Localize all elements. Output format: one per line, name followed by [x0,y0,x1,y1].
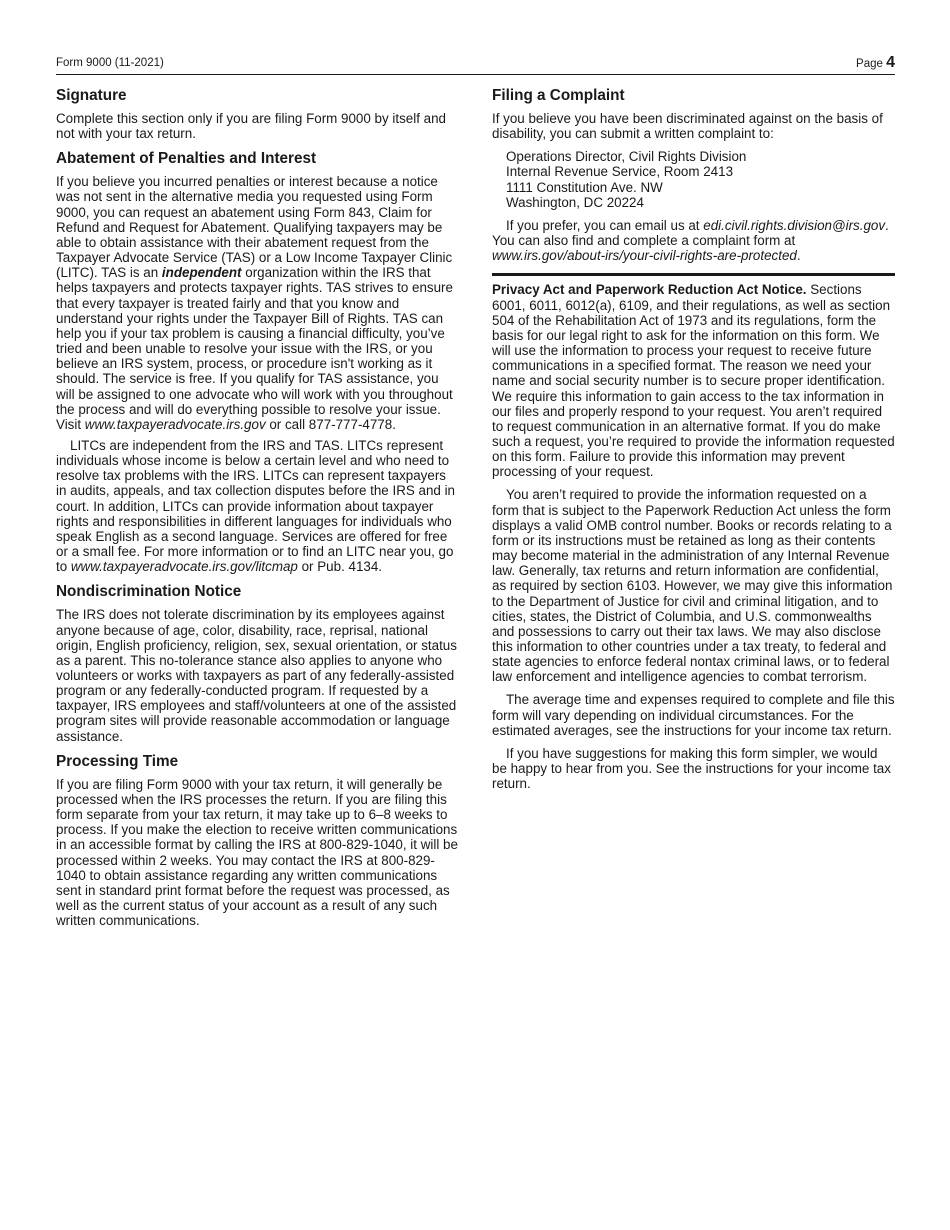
privacy-p1-text: Sections 6001, 6011, 6012(a), 6109, and their regulations, as well as section 504 of the Rehabilitation Act of 1973 and its regulations, form the basis for our legal right to ask for the information on this form. We will use the information to process your request to receive future communications in a specified format. The reason we need your name and social security number is to secure proper identification. We require this information to gain access to the tax information in our files and properly respond to your request. You aren’t required to request communication in an alternative format. If you do make such a request, you’re required to provide the information requested on this form. Failure to provide this information may prevent processing of your request. [492,282,895,480]
address-line: Internal Revenue Service, Room 2413 [506,164,734,180]
abatement-paragraph-2 [56,438,458,574]
nondiscrimination-heading: Nondiscrimination Notice [56,583,242,601]
abatement-p2-text-b: or Pub. 4134. [297,559,383,575]
nondiscrimination-section [56,583,458,743]
privacy-heading: Privacy Act and Paperwork Reduction Act Notice. [492,282,807,298]
complaint-contact-text-a: If you prefer, you can email us at [506,217,704,233]
page-number-label [856,54,895,72]
privacy-paragraph-2: You aren’t required to provide the information requested on a form that is subject to the Paperwork Reduction Act unless the form displays a valid OMB control number. Books or records relating to a form or its instructions must be retained as long as their contents may become material in the administration of any Internal Revenue law. Generally, tax returns and return information are confidential, as required by section 6103. However, we may give this information to the Department of Justice for civil and criminal litigation, and to cities, states, the District of Columbia, and U.S. commonwealths and possessions to carry out their tax laws. We may also disclose this information to other countries under a tax treaty, to federal and state agencies to enforce federal nontax criminal laws, or to federal law enforcement and intelligence agencies to combat terrorism. [492,487,893,685]
left-column [56,87,458,934]
complaint-heading: Filing a Complaint [492,87,625,104]
abatement-section [56,150,458,574]
privacy-paragraph-3: The average time and expenses required to complete and file this form will vary depending on individual circumstances. For the estimated averages, see the instructions for your income tax return. [492,692,895,738]
privacy-paragraph-1 [492,282,895,479]
independent-emphasis: independent [161,265,242,281]
complaint-address [506,149,895,210]
complaint-contact-text-b: . You can also find and complete a complaint form at [492,217,889,249]
page-number: 4 [886,54,895,71]
nondiscrimination-text: The IRS does not tolerate discrimination by its employees against anyone because of age, color, disability, race, reprisal, national origin, English proficiency, religion, sex, sexual orientation, or status as a parent. This no-tolerance stance also applies to anyone who volunteers or works with taxpayers as part of any federally-assisted program or any federally-conducted program. If requested by a taxpayer, IRS employees and staff/volunteers at one of the assisted program sites will provide reasonable accommodation or language assistance. [56,607,457,744]
complaint-contact [492,218,895,263]
signature-section [56,87,458,141]
privacy-paragraph-4: If you have suggestions for making this form simpler, we would be happy to hear from you. See the instructions for your income tax return. [492,745,891,792]
complaint-section [492,87,895,263]
address-line: Operations Director, Civil Rights Division [506,149,747,165]
address-line: Washington, DC 20224 [506,194,644,210]
abatement-paragraph-1 [56,174,458,432]
processing-section [56,753,458,929]
right-column [492,87,895,797]
signature-heading: Signature [56,87,127,104]
abatement-p2-text-a: LITCs are independent from the IRS and TAS. LITCs represent individuals whose income is below a certain level and who need to resolve tax problems with the IRS. LITCs can represent taxpayers in audits, appeals, and tax collection disputes before the IRS and in court. In addition, LITCs can provide information about taxpayer rights and responsibilities in different languages for individuals who speak English as a second language. Services are offered for free or a small fee. For more information or to find an LITC near you, go to [56,437,455,575]
page-label: Page [856,58,883,70]
address-line: 1111 Constitution Ave. NW [506,179,663,195]
abatement-p1-text-c: or call 877-777-4778. [265,416,396,432]
page-header [56,52,895,75]
complaint-intro: If you believe you have been discriminated against on the basis of disability, you can submit a written complaint to: [492,111,883,142]
civil-rights-email-link[interactable]: edi.civil.rights.division@irs.gov [703,217,886,233]
abatement-p1-text-b: organization within the IRS that helps taxpayers and protects taxpayer rights. TAS strives to ensure that every taxpayer is treated fairly and that you know and understand your rights under the Taxpayer Bill of Rights. TAS can help you if your tax problem is causing a financial difficulty, you’ve tried and been unable to resolve your issue with the IRS, or you believe an IRS system, process, or procedure isn't working as it should. The service is free. If you qualify for TAS assistance, you will be assigned to one advocate who will work with you throughout the process and will do everything possible to resolve your issue. Visit [56,265,453,432]
litcmap-link[interactable]: www.taxpayeradvocate.irs.gov/litcmap [70,559,298,575]
abatement-heading: Abatement of Penalties and Interest [56,150,317,168]
section-divider [492,273,895,276]
tas-website-link[interactable]: www.taxpayeradvocate.irs.gov [84,416,266,432]
privacy-section [492,282,895,791]
abatement-p1-text-a: If you believe you incurred penalties or interest because a notice was not sent in the alternative media you requested using Form 9000, you can request an abatement using Form 843, Claim for Refund and Request for Abatement. Qualifying taxpayers may be able to obtain assistance with their abatement request from the Taxpayer Advocate Service (TAS) or a Low Income Taxpayer Clinic (LITC). TAS is an [56,174,453,281]
form-id: Form 9000 (11-2021) [56,57,164,69]
signature-text: Complete this section only if you are filing Form 9000 by itself and not with your tax return. [56,111,447,142]
civil-rights-website-link[interactable]: www.irs.gov/about-irs/your-civil-rights-are-protected [492,248,797,264]
processing-text: If you are filing Form 9000 with your tax return, it will generally be processed when the IRS processes the return. If you are filing this form separate from your tax return, it may take up to 6–8 weeks to process. If you make the election to receive written communications in an accessible format by calling the IRS at 800-829-1040, it will be processed within 2 weeks. You may contact the IRS at 800-829-1040 to obtain assistance regarding any written communications sent in standard print format before the request was processed, as well as the current status of your account as a result of any such written communications. [56,776,458,929]
processing-heading: Processing Time [56,752,179,770]
complaint-contact-text-c: . [796,248,801,264]
